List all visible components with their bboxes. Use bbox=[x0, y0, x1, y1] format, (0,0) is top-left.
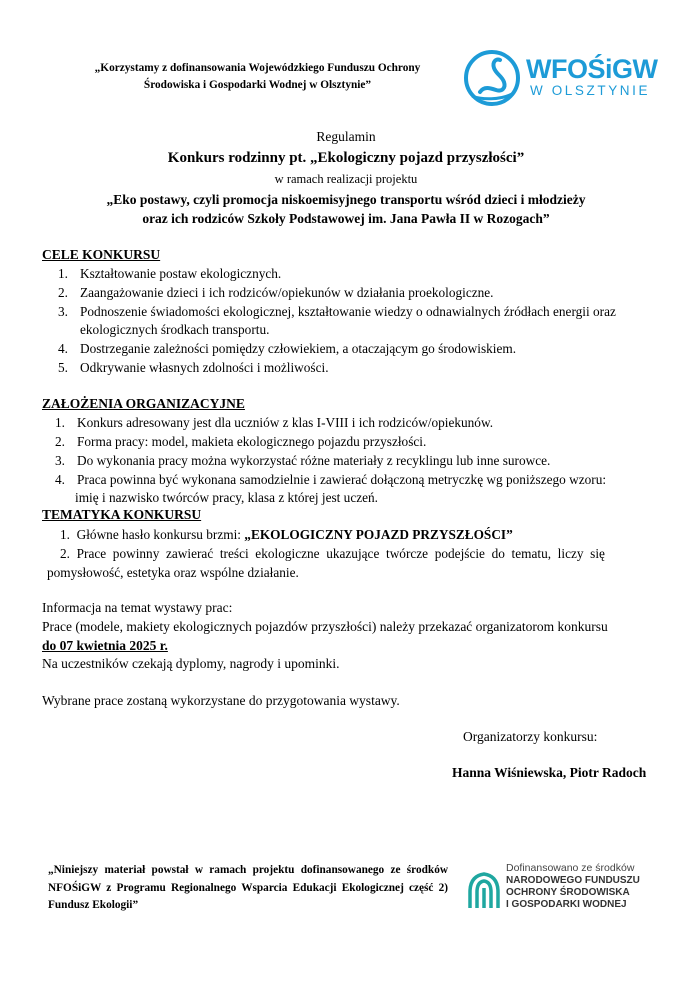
exhibition-text: Wybrane prace zostaną wykorzystane do przygotowania wystawy. bbox=[42, 693, 400, 708]
item-text: Konkurs adresowany jest dla uczniów z klas I-VIII i ich rodziców/opiekunów. bbox=[77, 415, 494, 430]
slogan: „EKOLOGICZNY POJAZD PRZYSZŁOŚCI” bbox=[244, 527, 513, 542]
funding-statement bbox=[60, 60, 455, 94]
item-text: Odkrywanie własnych zdolności i możliwości. bbox=[80, 360, 329, 375]
footer-statement: „Niniejszy materiał powstał w ramach projektu dofinansowanego ze środków NFOŚiGW z Programu Regionalnego Wsparcia Edukacji Ekologicznej część 2) Fundusz Ekologii” bbox=[48, 864, 448, 911]
project-line-1: „Eko postawy, czyli promocja niskoemisyjnego transportu wśród dzieci i młodzieży bbox=[106, 192, 586, 207]
organizers-names: Hanna Wiśniewska, Piotr Radoch bbox=[452, 765, 647, 780]
funding-line-1: „Korzystamy z dofinansowania Wojewódzkiego Funduszu Ochrony bbox=[94, 62, 421, 74]
swan-icon bbox=[462, 48, 524, 108]
list-item bbox=[58, 303, 658, 339]
item-text: Dostrzeganie zależności pomiędzy człowiekiem, a otaczającym go środowiskiem. bbox=[80, 341, 517, 356]
item-number: 2. bbox=[58, 285, 68, 300]
item-number: 3. bbox=[55, 453, 65, 468]
logo-subtitle: W OLSZTYNIE bbox=[530, 83, 651, 98]
project-name bbox=[40, 190, 652, 228]
organizers-label: Organizatorzy konkursu: bbox=[463, 729, 598, 744]
project-intro: w ramach realizacji projektu bbox=[274, 172, 418, 186]
item-text-continued: ekologicznych środkach transportu. bbox=[80, 322, 270, 337]
item-number: 1. bbox=[55, 415, 65, 430]
logo-name-line-3: I GOSPODARKI WODNEJ bbox=[506, 899, 627, 910]
nfosigw-emblem-icon bbox=[466, 870, 502, 910]
project-line-2: oraz ich rodziców Szkoły Podstawowej im. Jana Pawła II w Rozogach” bbox=[142, 211, 550, 226]
item-number: 4. bbox=[55, 472, 65, 487]
wfosigw-logo bbox=[462, 48, 658, 108]
item-number: 2. bbox=[55, 434, 65, 449]
item-text: Forma pracy: model, makieta ekologicznego pojazdu przyszłości. bbox=[77, 434, 427, 449]
list-item bbox=[55, 471, 655, 507]
item-text: Do wykonania pracy można wykorzystać różne materiały z recyklingu lub inne surowce. bbox=[77, 453, 551, 468]
funding-line-2: Środowiska i Gospodarki Wodnej w Olsztynie” bbox=[143, 79, 372, 91]
info-heading: Informacja na temat wystawy prac: bbox=[42, 600, 233, 615]
section-heading-tematyka: TEMATYKA KONKURSU bbox=[42, 507, 202, 522]
item-number: 1. bbox=[58, 266, 68, 281]
tematyka-item-2-line-2: pomysłowość, estetyka oraz wspólne działanie. bbox=[47, 565, 299, 580]
item-text: 1. Główne hasło konkursu brzmi: bbox=[60, 527, 245, 542]
doc-type: Regulamin bbox=[316, 129, 376, 144]
item-text: Zaangażowanie dzieci i ich rodziców/opiekunów w działania proekologiczne. bbox=[80, 285, 494, 300]
logo-caption: Dofinansowano ze środków bbox=[506, 862, 635, 874]
logo-title: WFOŚiGW bbox=[526, 54, 658, 84]
section-heading-cele: CELE KONKURSU bbox=[42, 247, 161, 262]
item-text: Podnoszenie świadomości ekologicznej, kształtowanie wiedzy o odnawialnych źródłach energii oraz bbox=[80, 304, 616, 319]
tematyka-item-1 bbox=[60, 526, 660, 544]
info-text: Prace (modele, makiety ekologicznych pojazdów przyszłości) należy przekazać organizatorom konkursu bbox=[42, 619, 608, 634]
item-text: Praca powinna być wykonana samodzielnie i zawierać dołączoną metryczkę wg poniższego wzoru: bbox=[77, 472, 607, 487]
item-number: 3. bbox=[58, 304, 68, 319]
item-number: 5. bbox=[58, 360, 68, 375]
contest-title: Konkurs rodzinny pt. „Ekologiczny pojazd przyszłości” bbox=[167, 150, 525, 166]
logo-name-line-2: OCHRONY ŚRODOWISKA bbox=[506, 887, 630, 898]
logo-name-line-1: NARODOWEGO FUNDUSZU bbox=[506, 875, 640, 886]
item-text: Kształtowanie postaw ekologicznych. bbox=[80, 266, 282, 281]
item-number: 4. bbox=[58, 341, 68, 356]
item-text-continued: imię i nazwisko twórców pracy, klasa z której jest uczeń. bbox=[75, 490, 379, 505]
tematyka-item-2-line-1: 2. Prace powinny zawierać treści ekologiczne ukazujące twórcze podejście do tematu, liczy się bbox=[60, 546, 605, 561]
logo-name bbox=[506, 875, 666, 911]
deadline: do 07 kwietnia 2025 r. bbox=[42, 638, 168, 653]
nfosigw-logo bbox=[466, 860, 666, 916]
section-heading-zalozenia: ZAŁOŻENIA ORGANIZACYJNE bbox=[42, 396, 245, 411]
prizes-text: Na uczestników czekają dyplomy, nagrody i upominki. bbox=[42, 656, 340, 671]
